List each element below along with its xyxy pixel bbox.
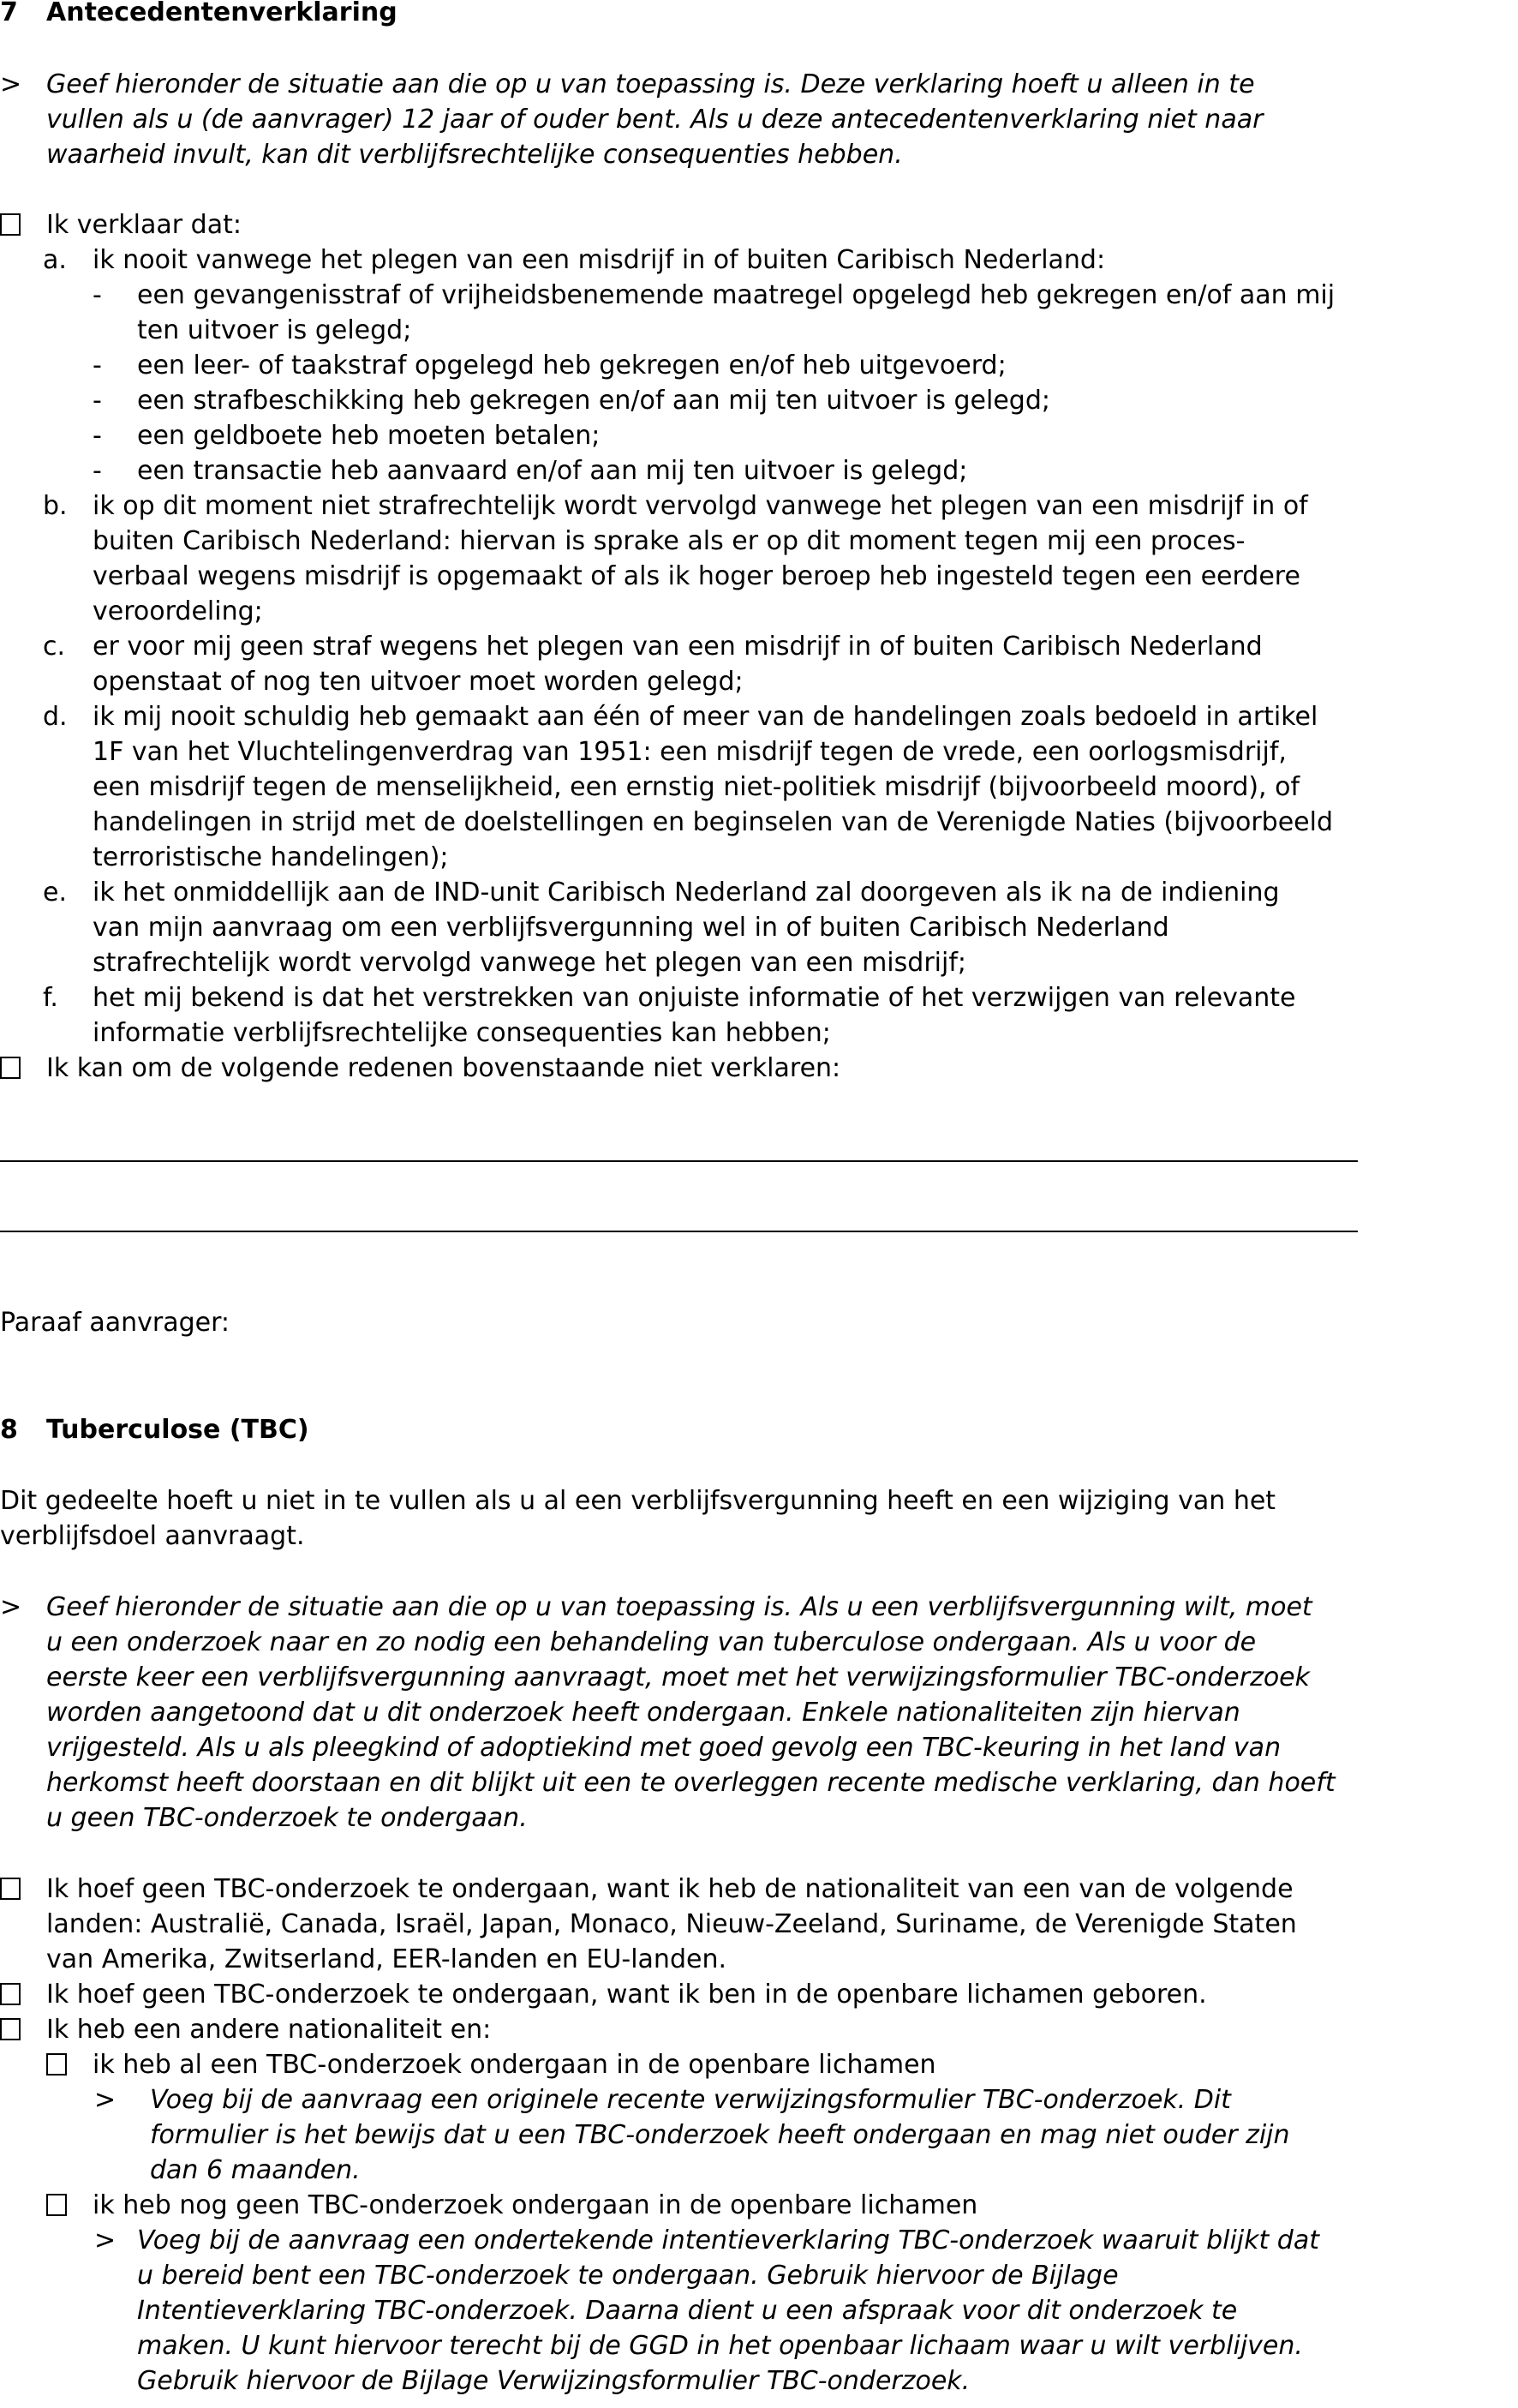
dash-marker: - xyxy=(93,350,102,380)
suboption-label: ik heb al een TBC-onderzoek ondergaan in de openbare lichamen xyxy=(93,2050,936,2080)
item-f-marker: f. xyxy=(43,983,58,1013)
subitem-text: een geldboete heb moeten betalen; xyxy=(137,421,601,451)
instruction-line: vullen als u (de aanvrager) 12 jaar of ouder bent. Als u deze antecedentenverklaring niet naar xyxy=(46,105,1264,135)
section-7-title: Antecedentenverklaring xyxy=(46,0,397,27)
item-f-text: het mij bekend is dat het verstrekken van onjuiste informatie of het verzwijgen van relevante xyxy=(93,983,1296,1013)
cannot-declare-checkbox[interactable] xyxy=(0,1057,21,1079)
instruction-line: worden aangetoond dat u dit onderzoek heeft ondergaan. Enkele nationaliteiten zijn hiervan xyxy=(46,1698,1240,1728)
intro-line: verblijfsdoel aanvraagt. xyxy=(0,1521,305,1551)
note-line: Voeg bij de aanvraag een ondertekende intentieverklaring TBC-onderzoek waaruit blijkt dat xyxy=(137,2225,1319,2255)
suboption-already-tested xyxy=(46,2047,67,2082)
item-d-text: terroristische handelingen); xyxy=(93,842,449,872)
dash-marker: - xyxy=(93,456,102,486)
item-b-text: ik op dit moment niet strafrechtelijk wordt vervolgd vanwege het plegen van een misdrijf in of xyxy=(93,491,1308,521)
reason-input-line-2[interactable] xyxy=(0,1231,1358,1232)
declare-checkbox[interactable] xyxy=(0,213,21,236)
reason-input-line-1[interactable] xyxy=(0,1160,1358,1162)
item-c-text: er voor mij geen straf wegens het plegen van een misdrijf in of buiten Caribisch Nederland xyxy=(93,632,1263,662)
tbc-option-nationality-exempt xyxy=(0,1872,21,1907)
instruction-line: vrijgesteld. Als u als pleegkind of adoptiekind met goed gevolg een TBC-keuring in het land van xyxy=(46,1733,1282,1763)
item-d-text: een misdrijf tegen de menselijkheid, een ernstig niet-politiek misdrijf (bijvoorbeeld moord), of xyxy=(93,772,1300,802)
subitem-text: een gevangenisstraf of vrijheidsbenemende maatregel opgelegd heb gekregen en/of aan mij xyxy=(137,280,1336,310)
other-nationality-checkbox[interactable] xyxy=(0,2018,21,2040)
instruction-arrow-icon: > xyxy=(0,69,22,99)
item-c-text: openstaat of nog ten uitvoer moet worden gelegd; xyxy=(93,667,744,697)
dash-marker: - xyxy=(93,421,102,451)
dash-marker: - xyxy=(93,386,102,416)
dash-marker: - xyxy=(93,280,102,310)
section-8-number: 8 xyxy=(0,1415,18,1445)
suboption-label: ik heb nog geen TBC-onderzoek ondergaan in de openbare lichamen xyxy=(93,2190,978,2220)
note-arrow-icon: > xyxy=(94,2225,117,2255)
item-d-text: handelingen in strijd met de doelstellingen en beginselen van de Verenigde Naties (bijvoorbeeld xyxy=(93,807,1333,837)
instruction-line: eerste keer een verblijfsvergunning aanvraagt, moet met het verwijzingsformulier TBC-onderzoek xyxy=(46,1662,1311,1692)
item-b-text: verbaal wegens misdrijf is opgemaakt of als ik hoger beroep heb ingesteld tegen een eerdere xyxy=(93,561,1300,591)
tbc-option-other-nationality xyxy=(0,2012,21,2047)
subitem-text: ten uitvoer is gelegd; xyxy=(137,315,412,345)
born-exempt-checkbox[interactable] xyxy=(0,1983,21,2005)
instruction-line: Geef hieronder de situatie aan die op u van toepassing is. Als u een verblijfsvergunning wilt, moet xyxy=(46,1592,1312,1622)
option-text: van Amerika, Zwitserland, EER-landen en EU-landen. xyxy=(46,1944,726,1974)
option-text: Ik heb een andere nationaliteit en: xyxy=(46,2015,492,2045)
note-line: Gebruik hiervoor de Bijlage Verwijzingsformulier TBC-onderzoek. xyxy=(137,2366,971,2396)
item-d-marker: d. xyxy=(43,702,68,732)
initials-label: Paraaf aanvrager: xyxy=(0,1308,230,1338)
instruction-arrow-icon: > xyxy=(0,1592,22,1622)
item-d-text: 1F van het Vluchtelingenverdrag van 1951: een misdrijf tegen de vrede, een oorlogsmisdrijf, xyxy=(93,737,1287,767)
already-tested-checkbox[interactable] xyxy=(46,2053,67,2076)
nationality-exempt-checkbox[interactable] xyxy=(0,1878,21,1900)
instruction-line: u geen TBC-onderzoek te ondergaan. xyxy=(46,1803,528,1833)
note-line: maken. U kunt hiervoor terecht bij de GGD in het openbaar lichaam waar u wilt verblijven. xyxy=(137,2331,1303,2361)
subitem-text: een transactie heb aanvaard en/of aan mij ten uitvoer is gelegd; xyxy=(137,456,968,486)
subitem-text: een leer- of taakstraf opgelegd heb gekregen en/of heb uitgevoerd; xyxy=(137,350,1007,380)
note-arrow-icon: > xyxy=(94,2085,117,2115)
item-b-text: veroordeling; xyxy=(93,596,263,626)
instruction-line: u een onderzoek naar en zo nodig een behandeling van tuberculose ondergaan. Als u voor de xyxy=(46,1627,1257,1657)
instruction-line: waarheid invult, kan dit verblijfsrechtelijke consequenties hebben. xyxy=(46,140,903,170)
cannot-declare-label: Ik kan om de volgende redenen bovenstaande niet verklaren: xyxy=(46,1053,841,1083)
cannot-declare-option xyxy=(0,1051,21,1086)
item-a-marker: a. xyxy=(43,245,67,275)
declare-option xyxy=(0,207,21,243)
item-e-text: ik het onmiddellijk aan de IND-unit Caribisch Nederland zal doorgeven als ik na de indiening xyxy=(93,878,1280,907)
note-line: dan 6 maanden. xyxy=(150,2155,361,2185)
declare-label: Ik verklaar dat: xyxy=(46,210,242,240)
item-a-text: ik nooit vanwege het plegen van een misdrijf in of buiten Caribisch Nederland: xyxy=(93,245,1106,275)
section-8-title: Tuberculose (TBC) xyxy=(46,1415,309,1445)
option-text: Ik hoef geen TBC-onderzoek te ondergaan, want ik heb de nationaliteit van een van de volgende xyxy=(46,1874,1294,1904)
item-b-text: buiten Caribisch Nederland: hiervan is sprake als er op dit moment tegen mij een proces- xyxy=(93,526,1246,556)
item-f-text: informatie verblijfsrechtelijke consequenties kan hebben; xyxy=(93,1018,831,1048)
suboption-not-yet-tested xyxy=(46,2188,67,2223)
item-b-marker: b. xyxy=(43,491,68,521)
section-7-number: 7 xyxy=(0,0,18,27)
item-e-text: strafrechtelijk wordt vervolgd vanwege het plegen van een misdrijf; xyxy=(93,948,966,978)
instruction-line: Geef hieronder de situatie aan die op u van toepassing is. Deze verklaring hoeft u alleen in te xyxy=(46,69,1255,99)
subitem-text: een strafbeschikking heb gekregen en/of aan mij ten uitvoer is gelegd; xyxy=(137,386,1050,416)
note-line: Voeg bij de aanvraag een originele recente verwijzingsformulier TBC-onderzoek. Dit xyxy=(150,2085,1231,2115)
item-c-marker: c. xyxy=(43,632,66,662)
item-d-text: ik mij nooit schuldig heb gemaakt aan één of meer van de handelingen zoals bedoeld in artikel xyxy=(93,702,1318,732)
option-text: Ik hoef geen TBC-onderzoek te ondergaan, want ik ben in de openbare lichamen geboren. xyxy=(46,1980,1207,2010)
intro-line: Dit gedeelte hoeft u niet in te vullen als u al een verblijfsvergunning heeft en een wijziging van het xyxy=(0,1486,1276,1516)
not-yet-tested-checkbox[interactable] xyxy=(46,2194,67,2216)
tbc-option-born-exempt xyxy=(0,1977,21,2012)
note-line: u bereid bent een TBC-onderzoek te ondergaan. Gebruik hiervoor de Bijlage xyxy=(137,2261,1119,2291)
note-line: formulier is het bewijs dat u een TBC-onderzoek heeft ondergaan en mag niet ouder zijn xyxy=(150,2120,1290,2150)
item-e-marker: e. xyxy=(43,878,67,907)
instruction-line: herkomst heeft doorstaan en dit blijkt uit een te overleggen recente medische verklaring, dan hoeft xyxy=(46,1768,1336,1798)
item-e-text: van mijn aanvraag om een verblijfsvergunning wel in of buiten Caribisch Nederland xyxy=(93,913,1169,943)
note-line: Intentieverklaring TBC-onderzoek. Daarna dient u een afspraak voor dit onderzoek te xyxy=(137,2296,1238,2326)
option-text: landen: Australië, Canada, Israël, Japan, Monaco, Nieuw-Zeeland, Suriname, de Verenigde Staten xyxy=(46,1909,1297,1939)
